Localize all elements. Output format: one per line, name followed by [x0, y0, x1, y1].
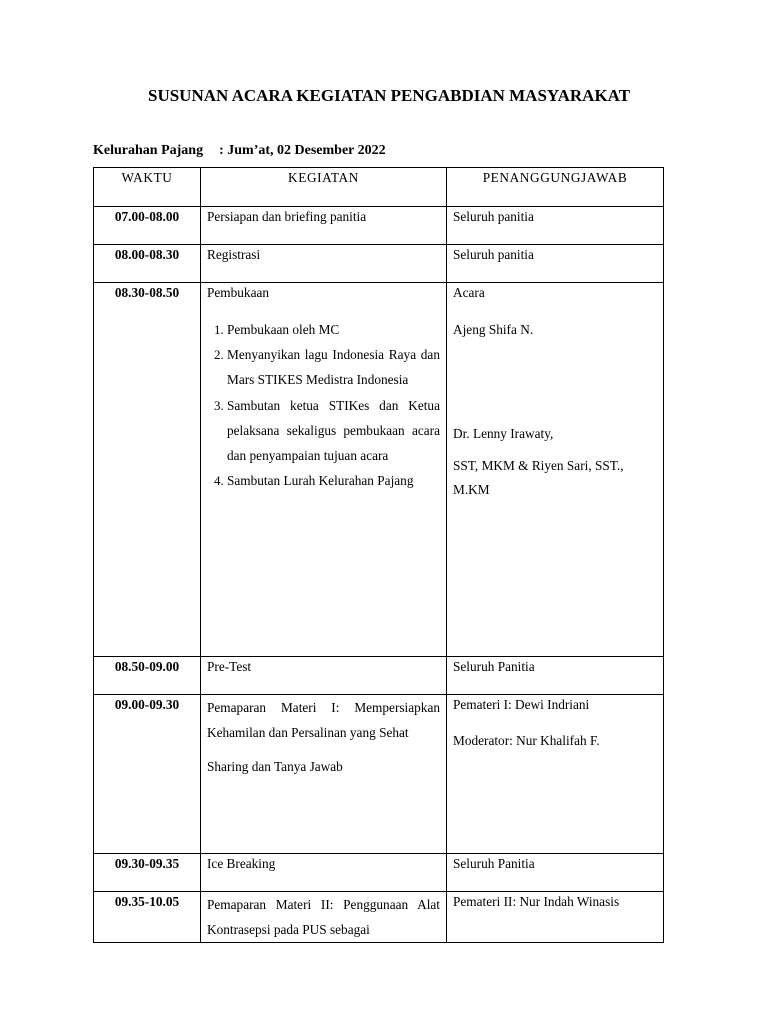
schedule-table [93, 167, 664, 943]
row-time: 08.30-08.50 [94, 283, 201, 657]
row-activity [201, 283, 447, 657]
list-item: 4. Sambutan Lurah Kelurahan Pajang [227, 468, 440, 493]
row-pic [447, 283, 664, 657]
location-label: Kelurahan Pajang [93, 143, 204, 158]
row-activity: Ice Breaking [201, 854, 447, 892]
header-kegiatan: KEGIATAN [201, 168, 447, 207]
header-waktu: WAKTU [94, 168, 201, 207]
activity-text: Pemaparan Materi I: Mempersiapkan Kehamilan dan Persalinan yang Sehat [207, 700, 440, 740]
row-time: 09.00-09.30 [94, 695, 201, 854]
list-item: 1. Pembukaan oleh MC [227, 317, 440, 342]
list-item: 2. Menyanyikan lagu Indonesia Raya dan Mars STIKES Medistra Indonesia [227, 342, 440, 392]
list-item: 3. Sambutan ketua STIKes dan Ketua pelaksana sekaligus pembukaan acara dan penyampaian tujuan acara [227, 393, 440, 469]
pic-line: Moderator: Nur Khalifah F. [453, 733, 600, 748]
pic-line: Acara [453, 285, 485, 300]
row-time: 08.00-08.30 [94, 245, 201, 283]
row-activity: Registrasi [201, 245, 447, 283]
event-date: : Jum’at, 02 Desember 2022 [219, 143, 386, 158]
row-time: 09.35-10.05 [94, 892, 201, 943]
table-row [94, 695, 664, 854]
pic-line: Ajeng Shifa N. [453, 322, 534, 337]
table-row [94, 283, 664, 657]
event-subtitle [93, 143, 386, 159]
table-header-row [94, 168, 664, 207]
pic-line: SST, MKM & Riyen Sari, SST., M.KM [453, 458, 624, 497]
row-activity [201, 695, 447, 854]
table-row [94, 207, 664, 245]
page-title: SUSUNAN ACARA KEGIATAN PENGABDIAN MASYARAKAT [148, 86, 631, 105]
activity-heading: Pembukaan [207, 285, 270, 300]
row-pic: Seluruh panitia [447, 207, 664, 245]
row-time: 07.00-08.00 [94, 207, 201, 245]
header-penanggungjawab: PENANGGUNGJAWAB [447, 168, 664, 207]
table-row [94, 854, 664, 892]
table-row [94, 892, 664, 943]
row-activity: Persiapan dan briefing panitia [201, 207, 447, 245]
row-activity [201, 892, 447, 943]
activity-text: Sharing dan Tanya Jawab [207, 759, 343, 774]
row-pic: Seluruh panitia [447, 245, 664, 283]
row-time: 09.30-09.35 [94, 854, 201, 892]
pic-line: Dr. Lenny Irawaty, [453, 426, 554, 441]
row-pic [447, 695, 664, 854]
table-row [94, 245, 664, 283]
pic-line: Pemateri I: Dewi Indriani [453, 697, 590, 712]
row-time: 08.50-09.00 [94, 657, 201, 695]
row-pic: Pemateri II: Nur Indah Winasis [447, 892, 664, 943]
row-pic: Seluruh Panitia [447, 854, 664, 892]
row-pic: Seluruh Panitia [447, 657, 664, 695]
activity-text: Pemaparan Materi II: Penggunaan Alat Kontrasepsi pada PUS sebagai [207, 897, 440, 937]
activity-list [207, 317, 440, 493]
row-activity: Pre-Test [201, 657, 447, 695]
table-row [94, 657, 664, 695]
